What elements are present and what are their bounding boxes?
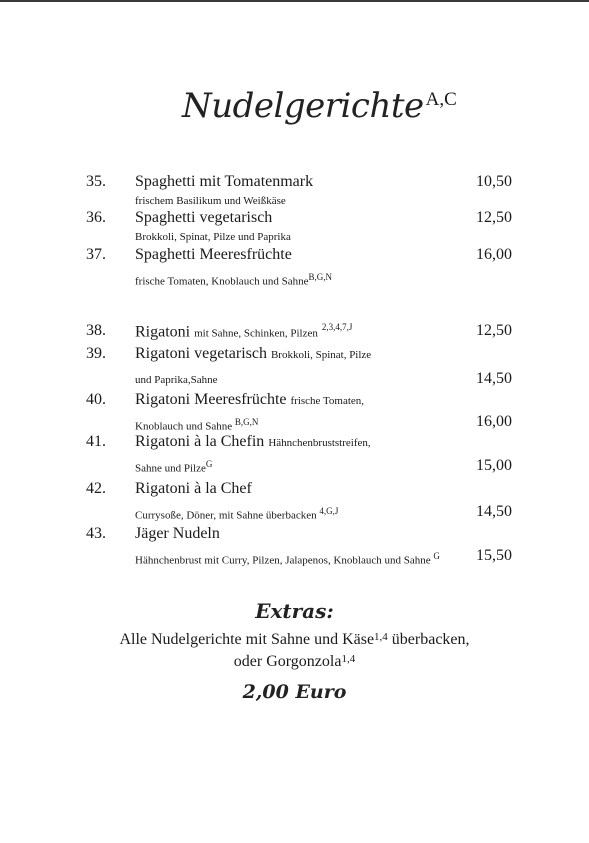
item-price: 14,50: [476, 503, 512, 520]
allergen-codes: 1,4: [374, 631, 388, 643]
item-price: 14,50: [476, 370, 512, 387]
allergen-codes: B,G,N: [234, 417, 259, 427]
item-description: frischem Basilikum und Weißkäse: [135, 195, 286, 207]
item-inline-description: Hähnchenbruststreifen,: [268, 437, 371, 449]
allergen-codes: 2,3,4,7,J: [321, 322, 353, 332]
item-price: 15,50: [476, 547, 512, 564]
item-price: 10,50: [476, 173, 512, 190]
item-inline-description: frische Tomaten,: [290, 395, 365, 407]
item-name: Spaghetti vegetarisch: [135, 209, 273, 226]
title-allergens: A,C: [425, 89, 457, 110]
item-number: 39.: [86, 345, 106, 362]
page-title: [182, 86, 457, 126]
item-name: Spaghetti Meeresfrüchte: [135, 246, 292, 263]
extras-line-2: oder Gorgonzola$^{1,4}$: [233, 653, 356, 670]
item-number: 38.: [86, 322, 106, 339]
item-description: Hähnchenbrust mit Curry, Pilzen, Jalapenos, Knoblauch und Sahne $^G$: [135, 551, 440, 567]
item-name: Rigatoni à la Chef: [135, 480, 252, 497]
item-number: 41.: [86, 433, 106, 450]
item-number: 36.: [86, 209, 106, 226]
top-border-line: [0, 0, 589, 2]
item-number: 40.: [86, 391, 106, 408]
item-description: Sahne und Pilze$^G$: [135, 459, 213, 475]
item-number: 37.: [86, 246, 106, 263]
item-number: 35.: [86, 173, 106, 190]
item-number: 42.: [86, 480, 106, 497]
item-description: Currysoße, Döner, mit Sahne überbacken $^{4,G,J}$: [135, 506, 339, 522]
item-name: Rigatoni à la Chefin Hähnchenbruststreifen,: [135, 433, 371, 450]
item-description: und Paprika,Sahne: [135, 374, 218, 386]
item-inline-description: Brokkoli, Spinat, Pilze: [270, 349, 372, 361]
allergen-codes: G: [205, 459, 213, 469]
allergen-codes: 4,G,J: [319, 506, 339, 516]
item-price: 12,50: [476, 209, 512, 226]
item-name: Jäger Nudeln: [135, 525, 220, 542]
item-number: 43.: [86, 525, 106, 542]
item-inline-description: mit Sahne, Schinken, Pilzen: [194, 327, 318, 340]
item-name: Spaghetti mit Tomatenmark: [135, 173, 314, 190]
item-description: Knoblauch und Sahne $^{B,G,N}$: [135, 417, 259, 433]
item-price: 16,00: [476, 413, 512, 430]
item-price: 15,00: [476, 457, 512, 474]
item-price: 16,00: [476, 246, 512, 263]
item-name: Rigatoni Meeresfrüchte frische Tomaten,: [135, 391, 365, 408]
item-price: 12,50: [476, 322, 512, 339]
title-text: Nudelgerichte: [182, 86, 424, 126]
allergen-codes: G: [433, 551, 440, 561]
extras-heading: Extras:: [255, 599, 334, 623]
extras-line-1: Alle Nudelgerichte mit Sahne und Käse$^{1,4}$ überbacken,: [119, 631, 470, 648]
item-description: Brokkoli, Spinat, Pilze und Paprika: [135, 231, 291, 243]
item-name: Rigatoni mit Sahne, Schinken, Pilzen $^{2,3,4,7,J}$: [135, 322, 353, 341]
extras-price: 2,00 Euro: [242, 681, 347, 703]
allergen-codes: B,G,N: [308, 272, 332, 282]
item-description: frische Tomaten, Knoblauch und Sahne$^{B,G,N}$: [135, 272, 332, 288]
item-name: Rigatoni vegetarisch Brokkoli, Spinat, Pilze: [135, 345, 372, 362]
allergen-codes: 1,4: [341, 653, 356, 665]
